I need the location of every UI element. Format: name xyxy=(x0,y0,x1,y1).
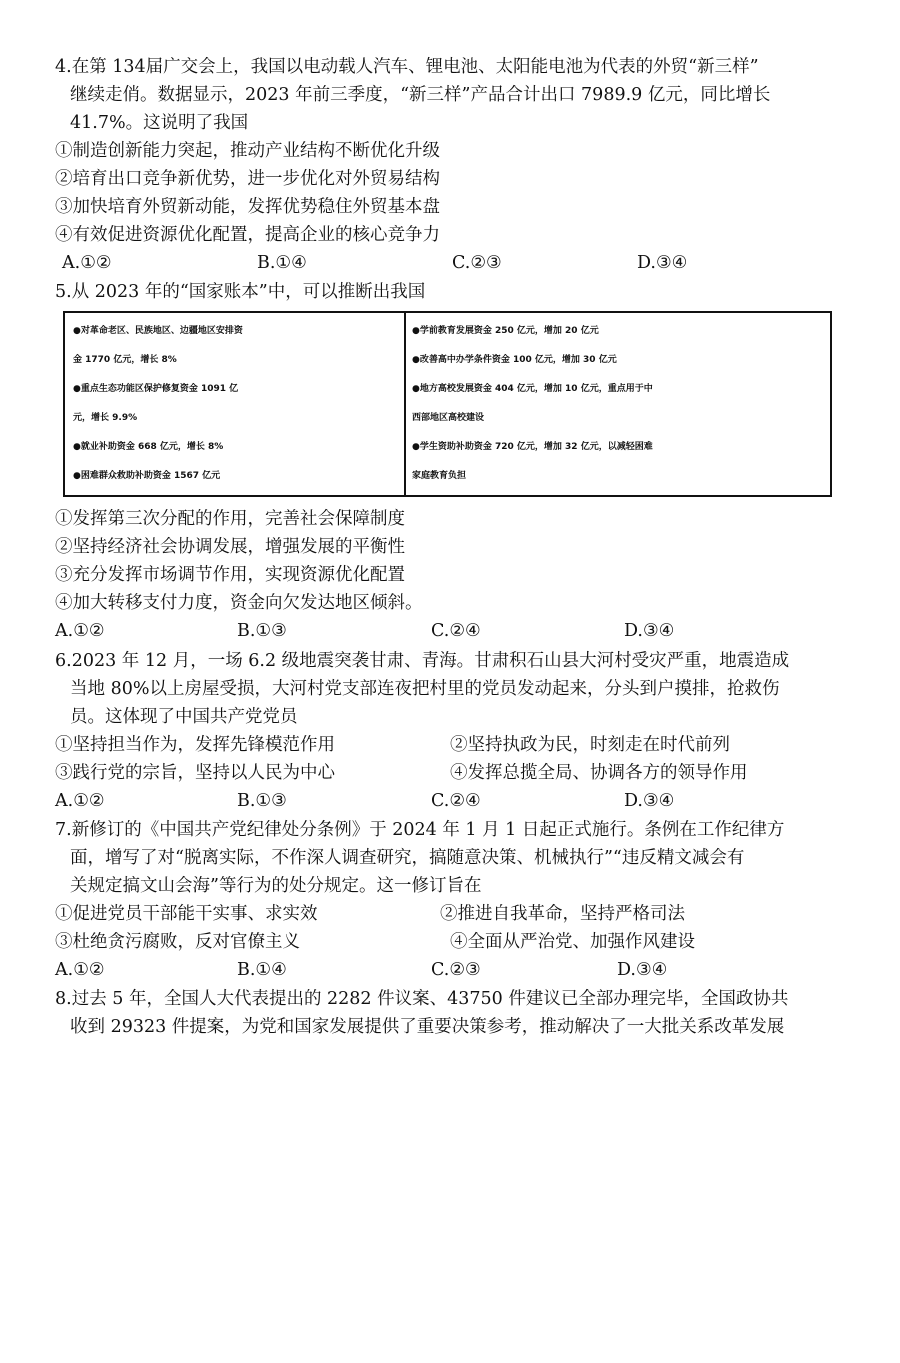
q6-stem-line-1: 6.2023 年 12 月，一场 6.2 级地震突袭甘肃、青海。甘肃积石山县大河村受灾严重，地震造成 xyxy=(55,651,790,671)
q7-item-1: ①促进党员干部能干实事、求实效 xyxy=(55,904,318,924)
q6-item-1: ①坚持担当作为，发挥先锋模范作用 xyxy=(55,735,335,755)
q6-item-2: ②坚持执政为民，时刻走在时代前列 xyxy=(450,735,730,755)
q6-option-c[interactable]: C.②④ xyxy=(431,791,481,811)
q5-item-3: ③充分发挥市场调节作用，实现资源优化配置 xyxy=(55,565,405,585)
budget-left-line-3: ●重点生态功能区保护修复资金 1091 亿 xyxy=(73,384,239,394)
budget-right-line-3: ●地方高校发展资金 404 亿元，增加 10 亿元，重点用于中 xyxy=(412,384,653,394)
q7-item-4: ④全面从严治党、加强作风建设 xyxy=(450,932,695,952)
q5-item-4: ④加大转移支付力度，资金向欠发达地区倾斜。 xyxy=(55,593,423,613)
q6-item-4: ④发挥总揽全局、协调各方的领导作用 xyxy=(450,763,748,783)
budget-left-line-6: ●困难群众救助补助资金 1567 亿元 xyxy=(73,471,221,481)
q6-option-d[interactable]: D.③④ xyxy=(624,791,675,811)
q4-option-a[interactable]: A.①② xyxy=(62,253,112,273)
national-budget-box xyxy=(63,311,832,497)
q6-item-3: ③践行党的宗旨，坚持以人民为中心 xyxy=(55,763,335,783)
q4-option-b[interactable]: B.①④ xyxy=(257,253,307,273)
q4-stem-line-2: 继续走俏。数据显示，2023 年前三季度，“新三样”产品合计出口 7989.9 亿元，同比增长 xyxy=(70,85,771,105)
budget-left-line-1: ●对革命老区、民族地区、边疆地区安排资 xyxy=(73,326,243,336)
q7-stem-line-3: 关规定搞文山会海”等行为的处分规定。这一修订旨在 xyxy=(70,876,482,896)
budget-right-line-2: ●改善高中办学条件资金 100 亿元，增加 30 亿元 xyxy=(412,355,617,365)
budget-left-line-4: 元，增长 9.9% xyxy=(73,413,138,423)
q6-option-b[interactable]: B.①③ xyxy=(237,791,287,811)
q5-stem-line-1: 5.从 2023 年的“国家账本”中，可以推断出我国 xyxy=(55,282,426,302)
q6-stem-line-3: 员。这体现了中国共产党党员 xyxy=(70,707,298,727)
q4-option-d[interactable]: D.③④ xyxy=(637,253,688,273)
q4-stem-line-1: 4.在第 134届广交会上，我国以电动载人汽车、锂电池、太阳能电池为代表的外贸“新三样” xyxy=(55,57,759,77)
q5-option-a[interactable]: A.①② xyxy=(55,621,105,641)
budget-right-line-4: 西部地区高校建设 xyxy=(412,413,485,423)
budget-left-column xyxy=(73,317,399,491)
q7-stem-line-1: 7.新修订的《中国共产党纪律处分条例》于 2024 年 1 月 1 日起正式施行。条例在工作纪律方 xyxy=(55,820,785,840)
q6-stem-line-2: 当地 80%以上房屋受损，大河村党支部连夜把村里的党员发动起来，分头到户摸排，抢救伤 xyxy=(70,679,780,699)
budget-left-line-2: 金 1770 亿元，增长 8% xyxy=(73,355,177,365)
q7-stem-line-2: 面，增写了对“脱离实际，不作深人调查研究，搞随意决策、机械执行”“违反精文减会有 xyxy=(70,848,745,868)
q5-option-d[interactable]: D.③④ xyxy=(624,621,675,641)
budget-right-column xyxy=(412,317,826,491)
q4-item-1: ①制造创新能力突起，推动产业结构不断优化升级 xyxy=(55,141,440,161)
q7-option-d[interactable]: D.③④ xyxy=(617,960,668,980)
q5-item-1: ①发挥第三次分配的作用，完善社会保障制度 xyxy=(55,509,405,529)
budget-right-line-6: 家庭教育负担 xyxy=(412,471,467,481)
q7-option-b[interactable]: B.①④ xyxy=(237,960,287,980)
q7-item-2: ②推进自我革命，坚持严格司法 xyxy=(440,904,685,924)
q7-option-c[interactable]: C.②③ xyxy=(431,960,481,980)
q5-item-2: ②坚持经济社会协调发展，增强发展的平衡性 xyxy=(55,537,405,557)
budget-right-line-1: ●学前教育发展资金 250 亿元，增加 20 亿元 xyxy=(412,326,599,336)
q4-item-3: ③加快培育外贸新动能，发挥优势稳住外贸基本盘 xyxy=(55,197,440,217)
q6-option-a[interactable]: A.①② xyxy=(55,791,105,811)
q8-stem-line-2: 收到 29323 件提案，为党和国家发展提供了重要决策参考，推动解决了一大批关系改革发展 xyxy=(70,1017,785,1037)
box-divider xyxy=(404,313,406,495)
q7-option-a[interactable]: A.①② xyxy=(55,960,105,980)
q7-item-3: ③杜绝贪污腐败，反对官僚主义 xyxy=(55,932,300,952)
q4-stem-line-3: 41.7%。这说明了我国 xyxy=(70,113,249,133)
q5-option-b[interactable]: B.①③ xyxy=(237,621,287,641)
q4-item-2: ②培育出口竞争新优势，进一步优化对外贸易结构 xyxy=(55,169,440,189)
q4-option-c[interactable]: C.②③ xyxy=(452,253,502,273)
q5-option-c[interactable]: C.②④ xyxy=(431,621,481,641)
q4-item-4: ④有效促进资源优化配置，提高企业的核心竞争力 xyxy=(55,225,440,245)
budget-right-line-5: ●学生资助补助资金 720 亿元，增加 32 亿元，以减轻困难 xyxy=(412,442,653,452)
budget-left-line-5: ●就业补助资金 668 亿元，增长 8% xyxy=(73,442,224,452)
q8-stem-line-1: 8.过去 5 年，全国人大代表提出的 2282 件议案、43750 件建议已全部办理完毕，全国政协共 xyxy=(55,989,789,1009)
